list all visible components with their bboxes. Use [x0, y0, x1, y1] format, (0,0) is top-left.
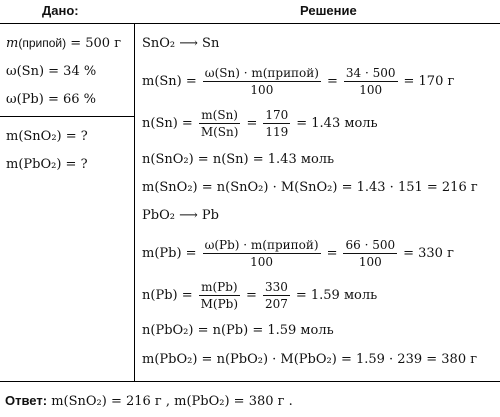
given-mass-solder: m(припой) = 500 г	[6, 36, 121, 51]
eq-mass-pbo2: m(PbO₂) = n(PbO₂) · M(PbO₂) = 1.59 · 239 = 380 г	[142, 352, 478, 367]
eq-mass-sno2: m(SnO₂) = n(SnO₂) · M(SnO₂) = 1.43 · 151 = 216 г	[142, 180, 478, 195]
eq-moles-pb: n(Pb) = $\frac{m(Pb)}{M(Pb)}$ = $\frac{330}{207}$ = 1.59 моль	[142, 280, 378, 311]
given-w-sn: ω(Sn) = 34 %	[6, 64, 97, 79]
answer-divider	[0, 381, 500, 382]
answer-line	[5, 393, 293, 409]
given-header: Дано:	[42, 3, 79, 18]
eq-mass-pb: m(Pb) = $\frac{\text{ω(Pb) · m(припой)}}{100}$ = $\frac{66 \cdot 500}{100}$ = 330 г	[142, 238, 454, 269]
eq-mass-sn: m(Sn) = $\frac{\text{ω(Sn) · m(припой)}}{100}$ = $\frac{34 \cdot 500}{100}$ = 170 г	[142, 66, 455, 97]
eq-moles-sn: n(Sn) = $\frac{m(Sn)}{M(Sn)}$ = $\frac{170}{119}$ = 1.43 моль	[142, 108, 378, 139]
reaction-pbo2-pb: PbO₂ ⟶ Pb	[142, 208, 219, 223]
find-pbo2: m(PbO₂) = ?	[6, 157, 88, 172]
solution-header: Решение	[300, 3, 357, 18]
find-sno2: m(SnO₂) = ?	[6, 129, 88, 144]
eq-moles-pbo2: n(PbO₂) = n(Pb) = 1.59 моль	[142, 323, 334, 338]
eq-moles-sno2: n(SnO₂) = n(Sn) = 1.43 моль	[142, 152, 335, 167]
header-divider	[0, 23, 500, 24]
answer-text: m(SnO₂) = 216 г , m(PbO₂) = 380 г .	[51, 394, 293, 409]
given-find-divider	[0, 116, 134, 117]
answer-label: Ответ:	[5, 393, 48, 408]
reaction-sno2-sn: SnO₂ ⟶ Sn	[142, 36, 220, 51]
column-divider	[134, 23, 135, 381]
given-w-pb: ω(Pb) = 66 %	[6, 92, 96, 107]
